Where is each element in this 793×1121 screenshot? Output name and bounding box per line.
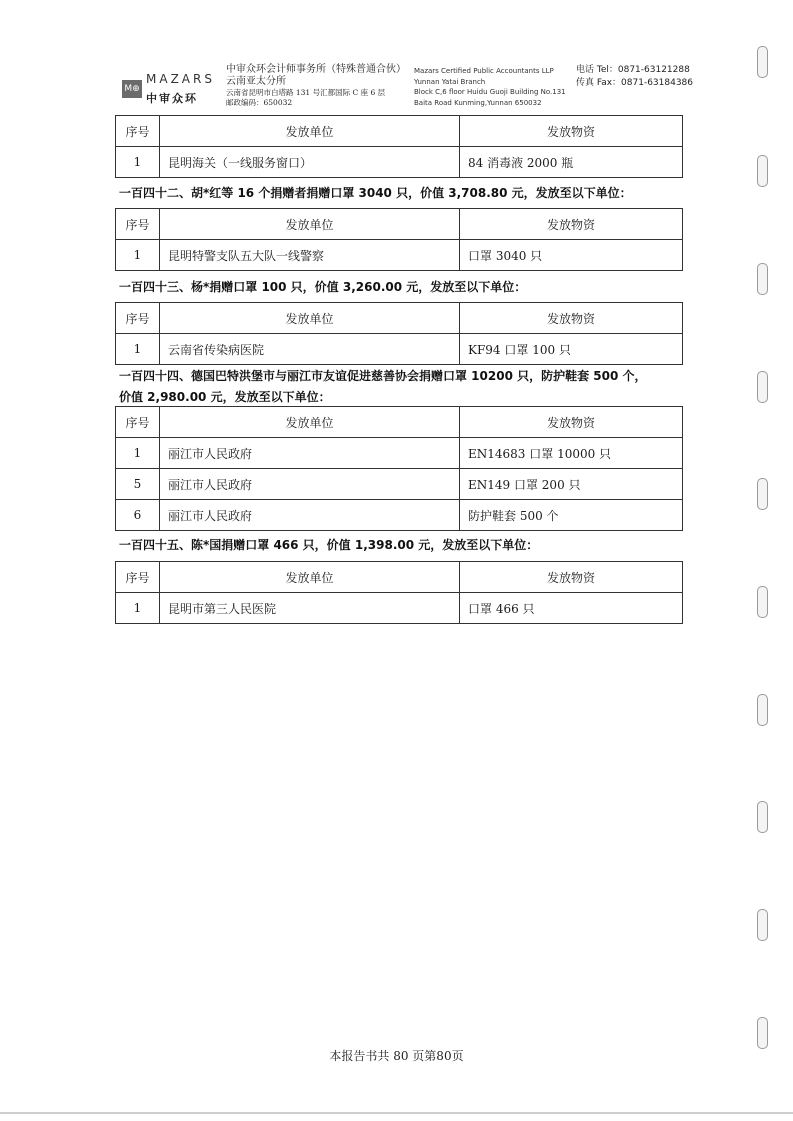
- cell-seq: 1: [116, 334, 160, 365]
- distribution-table: [115, 115, 683, 178]
- cell-goods: 84 消毒液 2000 瓶: [460, 147, 683, 178]
- fax: 传真 Fax：0871-63184386: [576, 78, 694, 88]
- col-goods: 发放物资: [460, 116, 683, 147]
- binder-ring-icon: [757, 478, 768, 510]
- binder-ring-icon: [757, 155, 768, 187]
- table-header-row: [116, 303, 683, 334]
- table-row: [116, 593, 683, 624]
- section-heading-cont: 价值 2,980.00 元，发放至以下单位：: [119, 390, 331, 404]
- firm-info-en: [414, 66, 566, 108]
- table-row: [116, 240, 683, 271]
- col-unit: 发放单位: [160, 209, 460, 240]
- cell-unit: 丽江市人民政府: [160, 438, 460, 469]
- section-heading: 一百四十五、陈*国捐赠口罩 466 只，价值 1,398.00 元，发放至以下单位：: [119, 538, 539, 552]
- section-heading: 一百四十四、德国巴特洪堡市与丽江市友谊促进慈善协会捐赠口罩 10200 只，防护鞋套 500 个，: [119, 369, 647, 383]
- col-seq: 序号: [116, 209, 160, 240]
- binder-ring-icon: [757, 586, 768, 618]
- cell-seq: 1: [116, 147, 160, 178]
- binder-ring-icon: [757, 263, 768, 295]
- col-goods: 发放物资: [460, 303, 683, 334]
- logo-text-cn: 中审众环: [146, 92, 198, 105]
- logo-text-en: MAZARS: [146, 72, 215, 86]
- table-row: [116, 438, 683, 469]
- cell-seq: 5: [116, 469, 160, 500]
- col-seq: 序号: [116, 303, 160, 334]
- cell-goods: EN149 口罩 200 只: [460, 469, 683, 500]
- col-seq: 序号: [116, 116, 160, 147]
- binder-ring-icon: [757, 801, 768, 833]
- address-en-2: Baita Road Kunming,Yunnan 650032: [414, 98, 542, 107]
- page-edge-divider: [0, 1112, 793, 1114]
- firm-info-cn: [226, 64, 406, 108]
- distribution-table: [115, 302, 683, 365]
- cell-unit: 昆明市第三人民医院: [160, 593, 460, 624]
- address-en-1: Block C,6 floor Huidu Guoji Building No.131: [414, 88, 566, 96]
- cell-unit: 云南省传染病医院: [160, 334, 460, 365]
- col-seq: 序号: [116, 407, 160, 438]
- logo-mark-icon: M⊕: [122, 80, 142, 98]
- firm-name-cn: 中审众环会计师事务所（特殊普通合伙）: [226, 64, 406, 75]
- cell-goods: EN14683 口罩 10000 只: [460, 438, 683, 469]
- binder-ring-icon: [757, 694, 768, 726]
- distribution-table: [115, 561, 683, 624]
- col-goods: 发放物资: [460, 209, 683, 240]
- binder-ring-icon: [757, 371, 768, 403]
- table-row: [116, 147, 683, 178]
- cell-seq: 1: [116, 240, 160, 271]
- firm-name-en: Mazars Certified Public Accountants LLP: [414, 67, 554, 75]
- page-footer: 本报告书共 80 页第80页: [329, 1049, 464, 1063]
- cell-goods: 防护鞋套 500 个: [460, 500, 683, 531]
- cell-goods: 口罩 466 只: [460, 593, 683, 624]
- postcode-cn: 邮政编码：650032: [226, 98, 293, 107]
- cell-seq: 1: [116, 438, 160, 469]
- cell-goods: 口罩 3040 只: [460, 240, 683, 271]
- contact-info: [576, 64, 693, 90]
- col-unit: 发放单位: [160, 303, 460, 334]
- section-heading: 一百四十二、胡*红等 16 个捐赠者捐赠口罩 3040 只，价值 3,708.80 元，发放至以下单位：: [119, 186, 632, 200]
- table-header-row: [116, 209, 683, 240]
- table-row: [116, 334, 683, 365]
- cell-goods: KF94 口罩 100 只: [460, 334, 683, 365]
- col-unit: 发放单位: [160, 116, 460, 147]
- cell-unit: 丽江市人民政府: [160, 469, 460, 500]
- branch-cn: 云南亚太分所: [226, 76, 286, 87]
- branch-en: Yunnan Yatai Branch: [414, 77, 486, 86]
- table-header-row: [116, 116, 683, 147]
- mazars-logo: [122, 68, 226, 108]
- col-unit: 发放单位: [160, 562, 460, 593]
- address-cn: 云南省昆明市白塔路 131 号汇都国际 C 座 6 层: [226, 88, 386, 97]
- cell-unit: 丽江市人民政府: [160, 500, 460, 531]
- table-header-row: [116, 407, 683, 438]
- table-row: [116, 500, 683, 531]
- table-row: [116, 469, 683, 500]
- cell-unit: 昆明特警支队五大队一线警察: [160, 240, 460, 271]
- table-header-row: [116, 562, 683, 593]
- cell-seq: 1: [116, 593, 160, 624]
- section-heading: 一百四十三、杨*捐赠口罩 100 只，价值 3,260.00 元，发放至以下单位：: [119, 280, 527, 294]
- col-unit: 发放单位: [160, 407, 460, 438]
- col-goods: 发放物资: [460, 562, 683, 593]
- distribution-table: [115, 406, 683, 531]
- cell-unit: 昆明海关（一线服务窗口）: [160, 147, 460, 178]
- letterhead: [118, 60, 694, 114]
- cell-seq: 6: [116, 500, 160, 531]
- tel: 电话 Tel：0871-63121288: [576, 65, 690, 75]
- col-seq: 序号: [116, 562, 160, 593]
- col-goods: 发放物资: [460, 407, 683, 438]
- binder-ring-icon: [757, 46, 768, 78]
- binder-ring-icon: [757, 1017, 768, 1049]
- binder-ring-icon: [757, 909, 768, 941]
- distribution-table: [115, 208, 683, 271]
